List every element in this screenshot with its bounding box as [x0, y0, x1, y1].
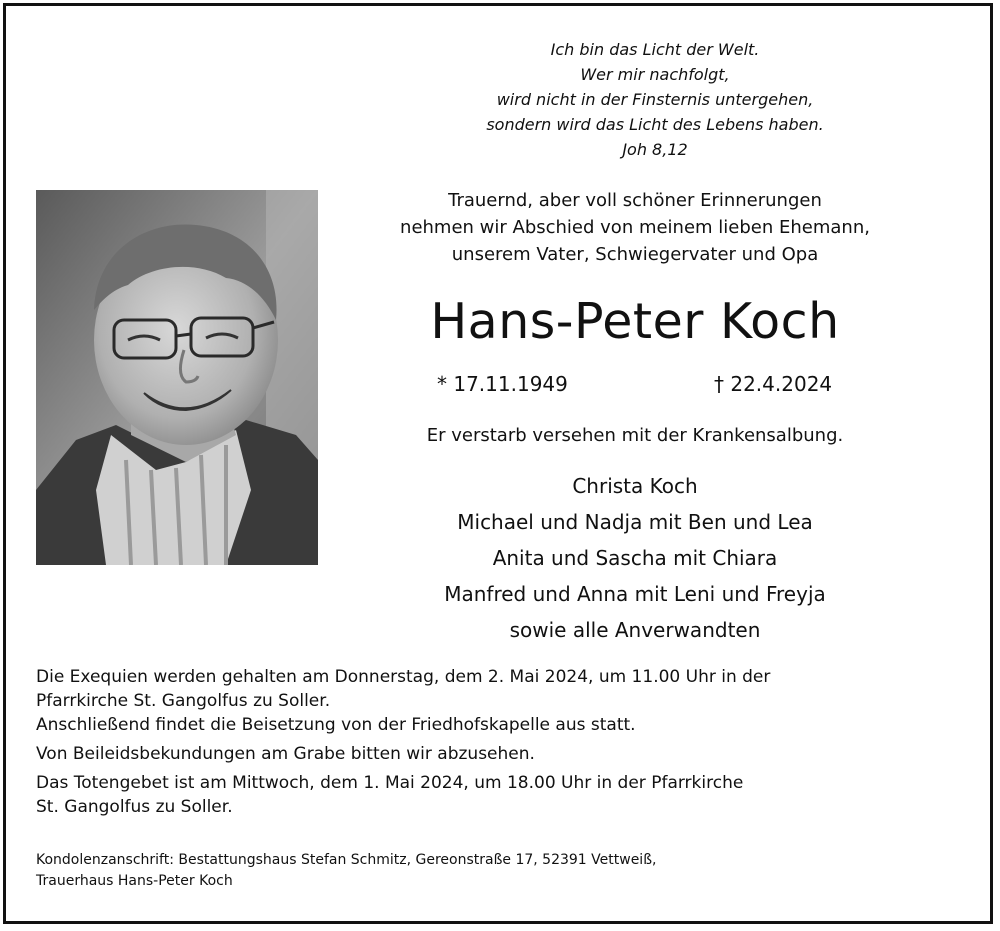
portrait-photo	[36, 190, 318, 565]
condolence-address	[36, 850, 956, 892]
verse-line: Ich bin das Licht der Welt.	[550, 40, 760, 59]
intro-text	[370, 187, 900, 268]
intro-line: Trauernd, aber voll schöner Erinnerungen	[448, 190, 822, 211]
exequies-paragraph	[36, 665, 956, 737]
mourner-line: Christa Koch	[572, 474, 698, 498]
mourner-line: Manfred und Anna mit Leni und Freyja	[444, 582, 826, 606]
mourner-line: sowie alle Anverwandten	[509, 618, 761, 642]
intro-line: nehmen wir Abschied von meinem lieben Ehemann,	[400, 217, 870, 238]
deceased-name: Hans-Peter Koch	[430, 293, 840, 350]
info-line: Anschließend findet die Beisetzung von der Friedhofskapelle aus statt.	[36, 715, 636, 735]
birth-date: * 17.11.1949	[437, 372, 568, 396]
info-line: St. Gangolfus zu Soller.	[36, 797, 233, 817]
contact-line: Trauerhaus Hans-Peter Koch	[36, 873, 233, 889]
info-line: Die Exequien werden gehalten am Donnerstag, dem 2. Mai 2024, um 11.00 Uhr in der	[36, 667, 771, 687]
verse-line: Wer mir nachfolgt,	[580, 65, 730, 84]
mourners-list	[370, 468, 900, 648]
contact-line: Kondolenzanschrift: Bestattungshaus Stefan Schmitz, Gereonstraße 17, 52391 Vettweiß,	[36, 852, 657, 868]
mourner-line: Anita und Sascha mit Chiara	[492, 546, 778, 570]
info-line: Das Totengebet ist am Mittwoch, dem 1. Mai 2024, um 18.00 Uhr in der Pfarrkirche	[36, 773, 744, 793]
verse-line: wird nicht in der Finsternis untergehen,	[496, 90, 814, 109]
condolence-paragraph	[36, 742, 956, 766]
info-line: Von Beileidsbekundungen am Grabe bitten wir abzusehen.	[36, 744, 535, 764]
prayer-paragraph	[36, 771, 956, 819]
intro-line: unserem Vater, Schwiegervater und Opa	[451, 244, 819, 265]
death-date: † 22.4.2024	[714, 372, 833, 396]
mourner-line: Michael und Nadja mit Ben und Lea	[457, 510, 813, 534]
bible-verse	[400, 37, 910, 162]
info-line: Pfarrkirche St. Gangolfus zu Soller.	[36, 691, 331, 711]
sacrament-note: Er verstarb versehen mit der Krankensalbung.	[426, 425, 844, 446]
verse-line: sondern wird das Licht des Lebens haben.	[486, 115, 824, 134]
funeral-info	[36, 665, 956, 824]
portrait-illustration	[36, 190, 318, 565]
verse-reference: Joh 8,12	[622, 140, 688, 159]
